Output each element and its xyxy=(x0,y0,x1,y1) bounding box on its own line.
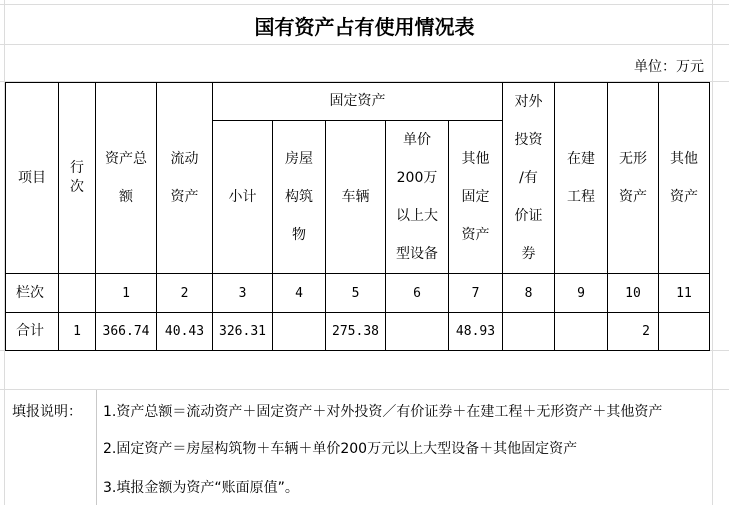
column-number: 8 xyxy=(503,274,555,313)
notes-divider xyxy=(96,390,97,505)
header-current-assets: 流动 资产 xyxy=(157,83,213,274)
notes-label: 填报说明： xyxy=(12,404,82,420)
buildings-value xyxy=(273,313,326,351)
header-buildings: 房屋 构筑 物 xyxy=(273,121,326,274)
header-fixed-assets: 固定资产 xyxy=(213,83,503,121)
header-row-1 xyxy=(6,83,710,121)
construction-value xyxy=(555,313,608,351)
other-assets-value xyxy=(659,313,710,351)
header-other-fixed: 其他 固定 资产 xyxy=(449,121,503,274)
current-assets-value: 40.43 xyxy=(157,313,213,351)
other-fixed-value: 48.93 xyxy=(449,313,503,351)
header-subtotal: 小计 xyxy=(213,121,273,274)
column-number: 1 xyxy=(96,274,157,313)
asset-table xyxy=(5,82,710,351)
column-number: 10 xyxy=(608,274,659,313)
intangible-value: 2 xyxy=(608,313,659,351)
header-large-equipment: 单价 200万 以上大 型设备 xyxy=(386,121,449,274)
column-number: 7 xyxy=(449,274,503,313)
column-row-label: 栏次 xyxy=(6,274,59,313)
column-number: 2 xyxy=(157,274,213,313)
subtotal-value: 326.31 xyxy=(213,313,273,351)
column-number-row xyxy=(6,274,710,313)
header-item: 项目 xyxy=(6,83,59,274)
column-number: 3 xyxy=(213,274,273,313)
note-item: 1.资产总额＝流动资产＋固定资产＋对外投资／有价证券＋在建工程＋无形资产＋其他资产 xyxy=(103,404,663,420)
header-construction: 在建 工程 xyxy=(555,83,608,274)
vehicles-value: 275.38 xyxy=(326,313,386,351)
column-row-blank xyxy=(59,274,96,313)
total-row-no: 1 xyxy=(59,313,96,351)
column-number: 9 xyxy=(555,274,608,313)
total-assets-value: 366.74 xyxy=(96,313,157,351)
header-intangible: 无形 资产 xyxy=(608,83,659,274)
note-item: 3.填报金额为资产“账面原值”。 xyxy=(103,480,299,496)
large-equipment-value xyxy=(386,313,449,351)
total-row-label: 合计 xyxy=(6,313,59,351)
header-vehicles: 车辆 xyxy=(326,121,386,274)
header-investment: 对外 投资 /有 价证 券 xyxy=(503,83,555,274)
header-row-no: 行 次 xyxy=(59,83,96,274)
investment-value xyxy=(503,313,555,351)
total-row xyxy=(6,313,710,351)
report-title: 国有资产占有使用情况表 xyxy=(254,15,475,39)
column-number: 11 xyxy=(659,274,710,313)
column-number: 5 xyxy=(326,274,386,313)
note-item: 2.固定资产＝房屋构筑物＋车辆＋单价200万元以上大型设备＋其他固定资产 xyxy=(103,441,578,457)
header-other-assets: 其他 资产 xyxy=(659,83,710,274)
column-number: 4 xyxy=(273,274,326,313)
column-number: 6 xyxy=(386,274,449,313)
unit-label: 单位：万元 xyxy=(634,59,704,75)
header-total-assets: 资产总 额 xyxy=(96,83,157,274)
